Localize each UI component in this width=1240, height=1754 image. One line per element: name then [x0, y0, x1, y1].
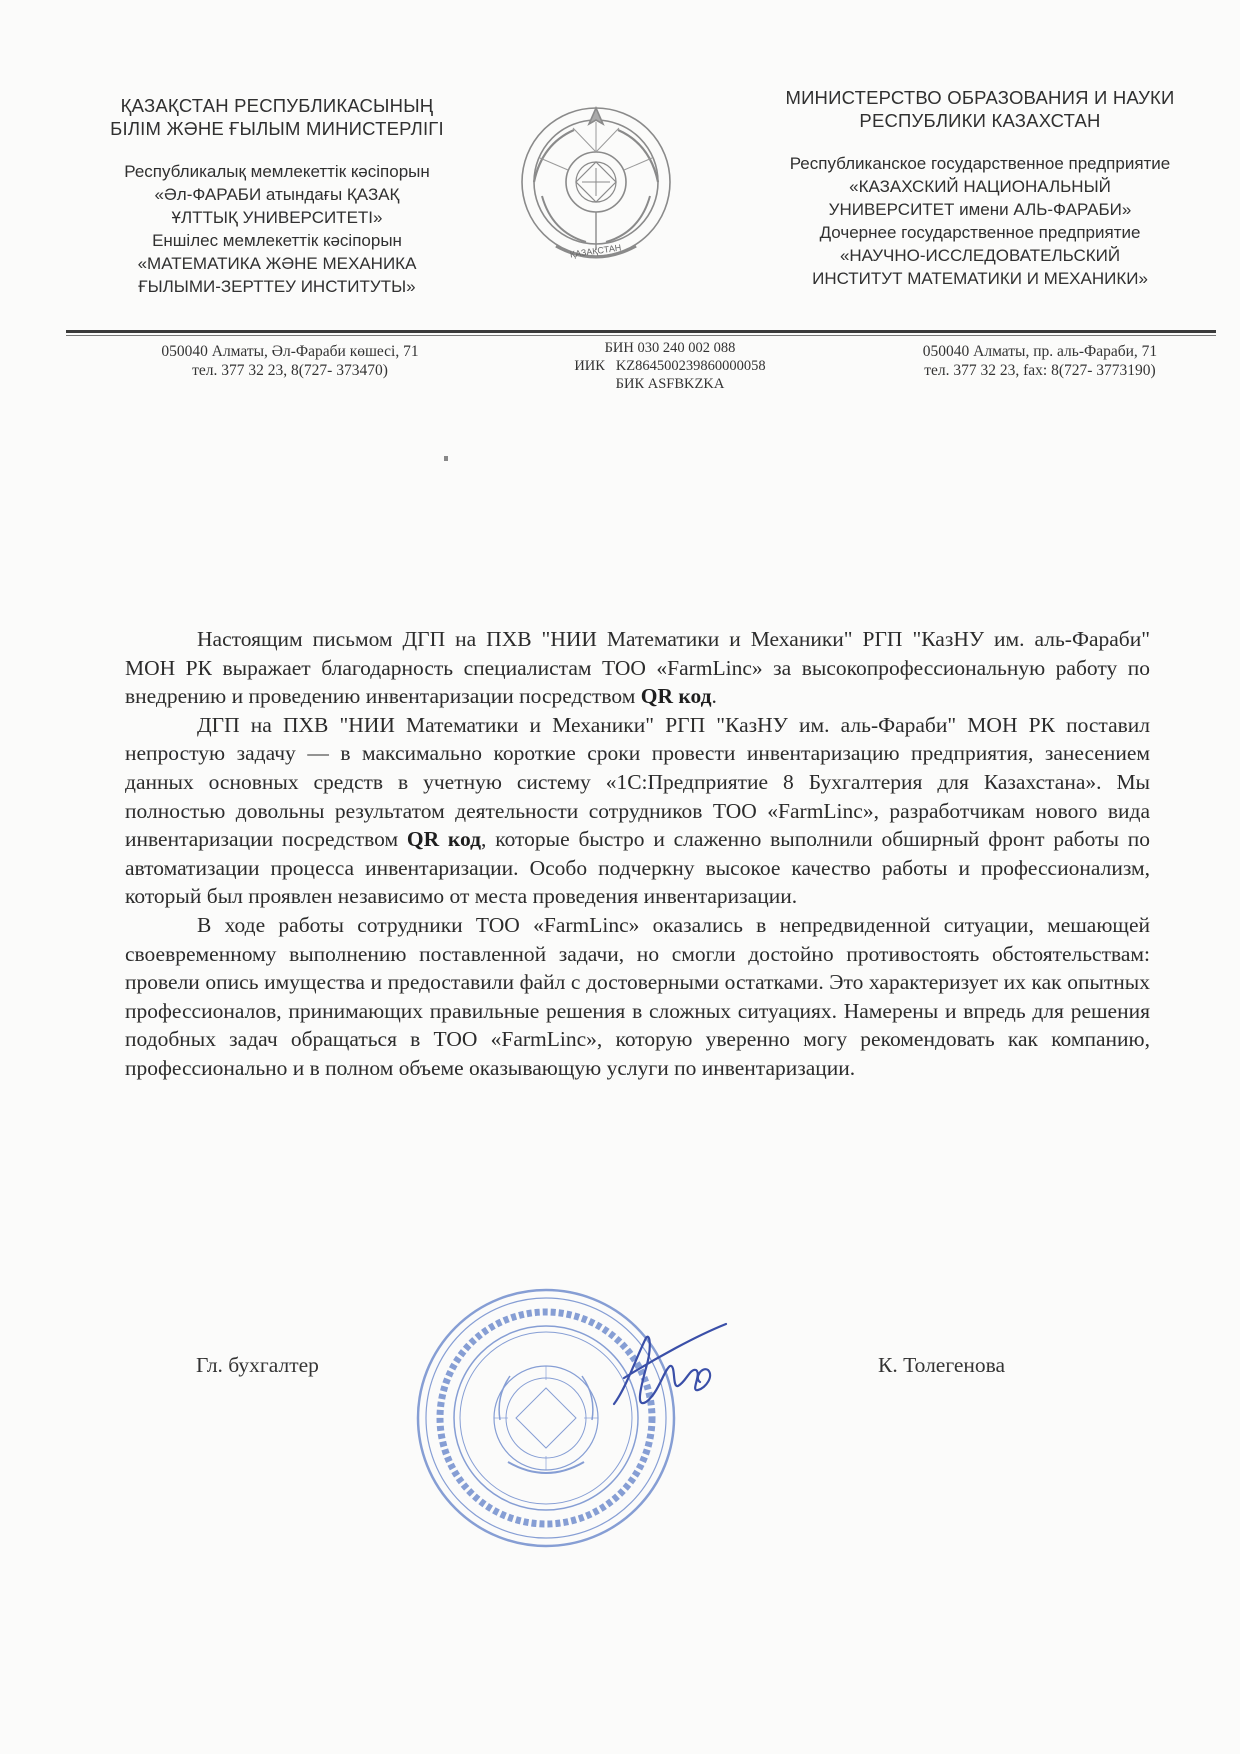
bold-term: QR код — [406, 827, 482, 852]
state-emblem-icon — [516, 96, 676, 274]
ministry-kz — [72, 94, 482, 140]
paragraph-2: ДГП на ПХВ "НИИ Математики и Механики" РГП "КазНУ им. аль-Фараби" МОН РК поставил непростую задачу — в максимально короткие сроки провести инвентаризацию предприятия, занесением данных основных средств в учетную систему «1С:Предприятие 8 Бухгалтерия для Казахстана». Мы полностью довольны результатом деятельности сотрудников ТОО «FarmLinc», разработчикам нового вида инвентаризации посредством QR код, которые быстро и слаженно выполнили обширный фронт работы по автоматизации процесса инвентаризации. Особо подчеркну высокое качество работы и профессионализм, который был проявлен независимо от места проведения инвентаризации. — [125, 712, 1150, 909]
paragraph-1: Настоящим письмом ДГП на ПХВ "НИИ Математики и Механики" РГП "КазНУ им. аль-Фараби" МОН РК выражает благодарность специалистам ТОО «FarmLinc» за высокопрофессиональную работу по внедрению и проведению инвентаризации посредством QR код. — [125, 627, 1150, 709]
org-kz-line: Республикалық мемлекеттік кәсіпорын — [124, 162, 430, 181]
org-kz-line: «МАТЕМАТИКА ЖӘНЕ МЕХАНИКА — [137, 254, 417, 273]
org-ru-line: Дочернее государственное предприятие — [819, 223, 1141, 242]
iik-line: ИИК KZ864500239860000058 — [574, 358, 766, 374]
org-ru-line: Республиканское государственное предприятие — [789, 154, 1171, 173]
ministry-ru-line: РЕСПУБЛИКИ КАЗАХСТАН — [859, 110, 1101, 131]
signatory-name: К. Толегенова — [878, 1353, 1006, 1377]
paragraph-3: В ходе работы сотрудники ТОО «FarmLinc» оказались в непредвиденной ситуации, мешающей своевременному выполнению поставленной задачи, но смогли достойно противостоять обстоятельствам: провели опись имущества и предоставили файл с достоверными остатками. Это характеризует их как опытных профессионалов, принимающих правильные решения в сложных ситуациях. Намерены и впредь для решения подобных задач обращаться в ТОО «FarmLinc», которую уверенно могу рекомендовать как компанию, профессионально и в полном объеме оказывающую услуги по инвентаризации. — [125, 912, 1150, 1080]
ministry-ru-line: МИНИСТЕРСТВО ОБРАЗОВАНИЯ И НАУКИ — [785, 87, 1175, 108]
bank-details — [540, 339, 800, 393]
org-kz-line: Еншілес мемлекеттік кәсіпорын — [152, 231, 402, 250]
ministry-kz-line: ҚАЗАҚСТАН РЕСПУБЛИКАСЫНЫҢ — [120, 95, 434, 116]
bik-line: БИК ASFBKZKA — [615, 376, 725, 392]
address-ru — [860, 342, 1220, 380]
bold-term: QR код — [640, 684, 712, 709]
org-ru-line: ИНСТИТУТ МАТЕМАТИКИ И МЕХАНИКИ» — [812, 269, 1148, 288]
handwritten-signature-icon — [606, 1318, 730, 1428]
org-ru-line: УНИВЕРСИТЕТ имени АЛЬ-ФАРАБИ» — [828, 200, 1132, 219]
header-divider-thin — [66, 335, 1216, 336]
ministry-ru — [750, 86, 1210, 132]
organization-kz — [72, 160, 482, 298]
org-kz-line: ҒЫЛЫМИ-ЗЕРТТЕУ ИНСТИТУТЫ» — [138, 277, 416, 296]
letter-body — [125, 625, 1150, 1083]
header-left — [72, 94, 482, 298]
signatory-role: Гл. бухгалтер — [196, 1353, 319, 1377]
org-ru-line: «НАУЧНО-ИССЛЕДОВАТЕЛЬСКИЙ — [839, 246, 1121, 265]
org-kz-line: «Әл-ФАРАБИ атындағы ҚАЗАҚ — [154, 185, 400, 204]
header-divider — [66, 330, 1216, 333]
header-right — [750, 86, 1210, 290]
address-kz — [110, 342, 470, 380]
org-kz-line: ҰЛТТЫҚ УНИВЕРСИТЕТІ» — [171, 208, 383, 227]
organization-ru — [750, 152, 1210, 290]
phone-line: тел. 377 32 23, 8(727- 373470) — [192, 362, 388, 379]
address-line: 050040 Алматы, Әл-Фараби көшесі, 71 — [161, 343, 419, 360]
scan-mark — [444, 456, 448, 461]
ministry-kz-line: БІЛІМ ЖӘНЕ ҒЫЛЫМ МИНИСТЕРЛІГІ — [110, 118, 444, 139]
address-line: 050040 Алматы, пр. аль-Фараби, 71 — [922, 343, 1158, 360]
emblem-label: ҚАЗАҚСТАН — [569, 242, 622, 260]
bin-line: БИН 030 240 002 088 — [604, 340, 736, 356]
org-ru-line: «КАЗАХСКИЙ НАЦИОНАЛЬНЫЙ — [849, 177, 1111, 196]
phone-line: тел. 377 32 23, fax: 8(727- 3773190) — [924, 362, 1156, 379]
